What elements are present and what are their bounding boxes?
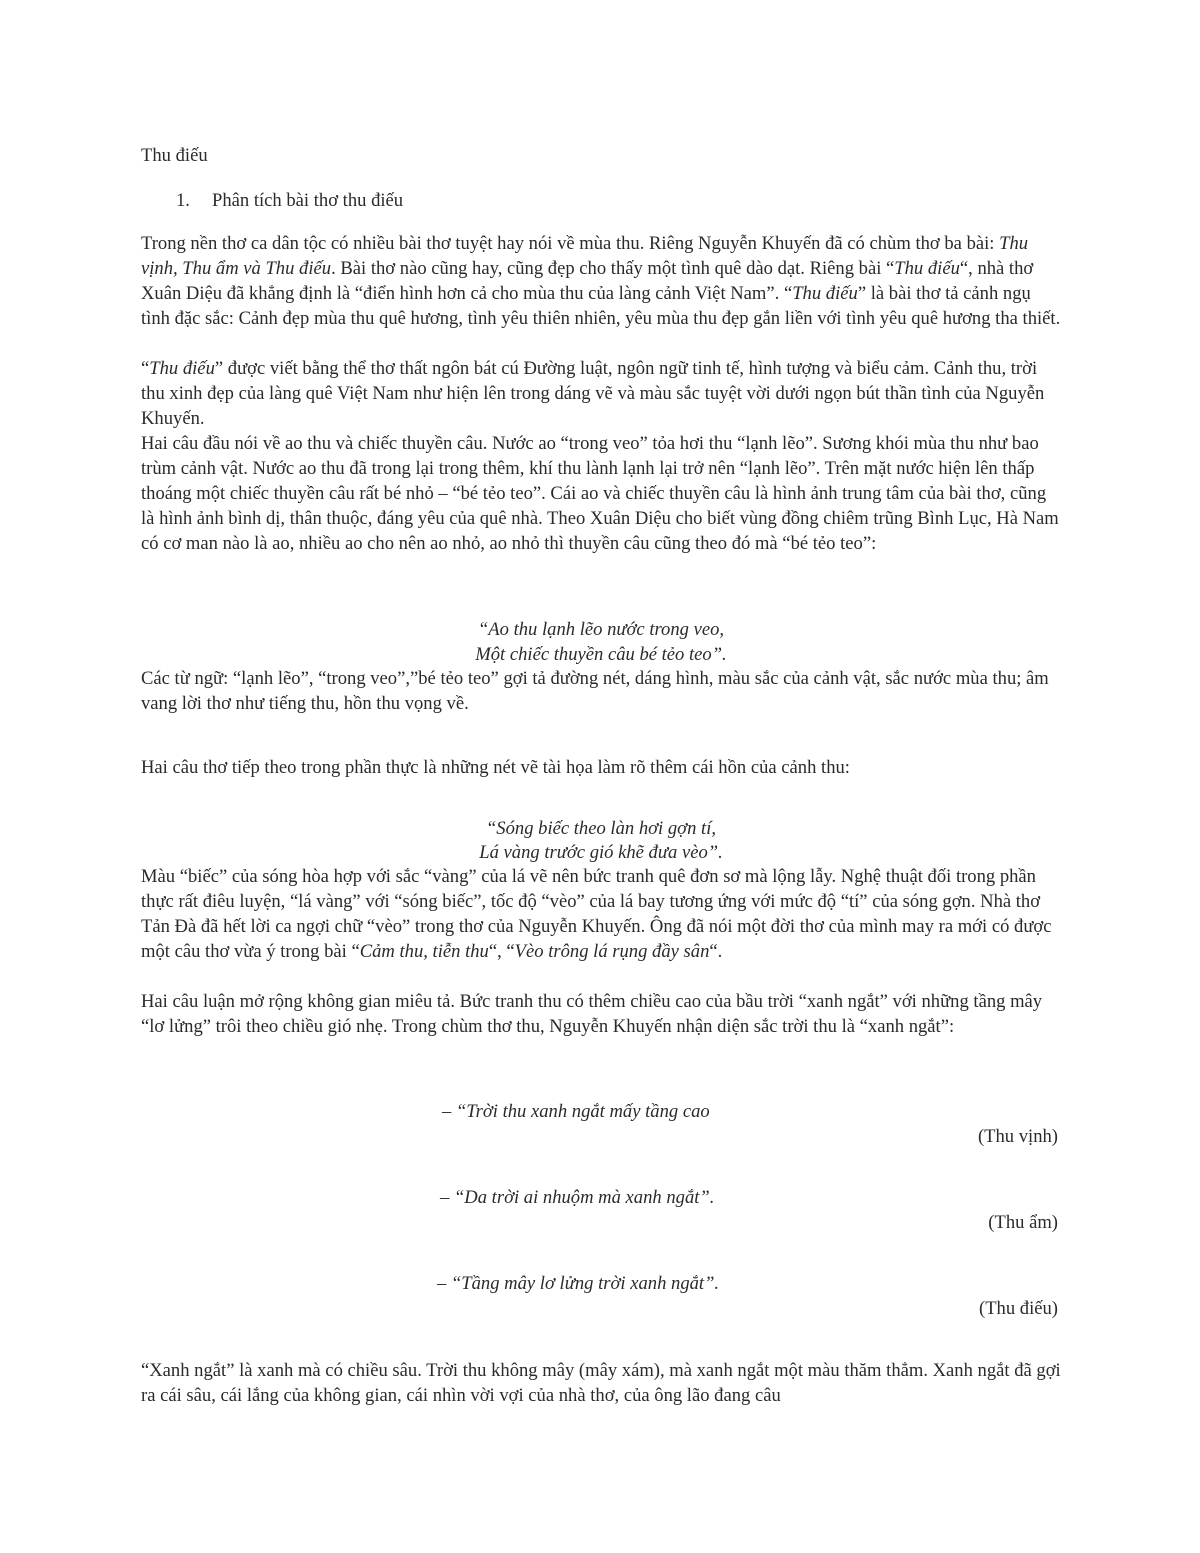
- para6-italic-b: Cảm thu, tiễn thu: [359, 941, 489, 962]
- poem-line: “Ao thu lạnh lẽo nước trong veo,: [477, 619, 725, 640]
- quote-source: (Thu vịnh): [977, 1126, 1058, 1147]
- quote-line: [437, 1271, 719, 1296]
- paragraph-words: Các từ ngữ: “lạnh lẽo”, “trong veo”,”bé tẻo teo” gợi tả đường nét, dáng hình, màu sắc của cảnh vật, sắc nước mùa thu; âm vang lời thơ như tiếng thu, hồn thu vọng về.: [141, 668, 1049, 714]
- para1-text-a: Trong nền thơ ca dân tộc có nhiều bài thơ tuyệt hay nói về mùa thu. Riêng Nguyễn Khuyến đã có chùm thơ ba bài:: [141, 233, 1000, 254]
- quote-dash: –: [440, 1187, 454, 1208]
- para1-text-c: . Bài thơ nào cũng hay, cũng đẹp cho thấy một tình quê dào dạt. Riêng bài “: [331, 258, 895, 279]
- quote-line: [440, 1185, 714, 1210]
- para2-text-a: “: [141, 358, 150, 379]
- para2-italic-b: Thu điếu: [149, 358, 215, 379]
- document-title: Thu điếu: [141, 145, 208, 166]
- quote-text: “Trời thu xanh ngắt mấy tầng cao: [455, 1101, 710, 1122]
- paragraph-colors: [141, 864, 1061, 964]
- quote-text: “Tầng mây lơ lửng trời xanh ngắt”.: [450, 1273, 720, 1294]
- para6-text-a: Màu “biếc” của sóng hòa hợp với sắc “vàng” của lá vẽ nên bức tranh quê đơn sơ mà lộng lẫy. Nghệ thuật đối trong phần thực rất điêu luyện, “lá vàng” với “sóng biếc”, tốc độ “vèo” của lá bay tương ứng với mức độ “tí” của sóng gợn. Nhà thơ Tản Đà đã hết lời ca ngợi chữ “vèo” trong thơ của Nguyễn Khuyến. Ông đã nói một đời thơ của mình may ra mới có được một câu thơ vừa ý trong bài “: [141, 866, 1052, 962]
- quote-text: “Da trời ai nhuộm mà xanh ngắt”.: [453, 1187, 715, 1208]
- para6-text-e: “.: [709, 941, 723, 962]
- quote-source: (Thu điếu): [979, 1298, 1058, 1319]
- quote-dash: –: [437, 1273, 451, 1294]
- para2-text-c: ” được viết bằng thể thơ thất ngôn bát cú Đường luật, ngôn ngữ tinh tế, hình tượng và biểu cảm. Cảnh thu, trời thu xinh đẹp của làng quê Việt Nam như hiện lên trong dáng vẽ và màu sắc tuyệt vời dưới ngọn bút thần tình của Nguyễn Khuyến.: [141, 358, 1045, 429]
- paragraph-second-couplet: Hai câu thơ tiếp theo trong phần thực là những nét vẽ tài họa làm rõ thêm cái hồn của cảnh thu:: [141, 757, 850, 778]
- paragraph-xanh-ngat: “Xanh ngắt” là xanh mà có chiều sâu. Trời thu không mây (mây xám), mà xanh ngắt một màu thăm thẳm. Xanh ngắt đã gợi ra cái sâu, cái lắng của không gian, cái nhìn vời vợi của nhà thơ, của ông lão đang câu: [141, 1360, 1061, 1406]
- paragraph-form: [141, 356, 1061, 431]
- heading-text: Phân tích bài thơ thu điếu: [212, 190, 404, 211]
- paragraph-intro: [141, 231, 1061, 331]
- quote-source: (Thu ẩm): [988, 1212, 1058, 1233]
- quote-dash: –: [442, 1101, 456, 1122]
- paragraph-sky: Hai câu luận mở rộng không gian miêu tả. Bức tranh thu có thêm chiều cao của bầu trời “xanh ngắt” với những tầng mây “lơ lửng” trôi theo chiều gió nhẹ. Trong chùm thơ thu, Nguyễn Khuyến nhận diện sắc trời thu là “xanh ngắt”:: [141, 991, 1043, 1037]
- poem-line: Một chiếc thuyền câu bé tẻo teo”.: [475, 644, 727, 665]
- para6-text-c: “, “: [488, 941, 515, 962]
- para1-italic-f: Thu điếu: [792, 283, 858, 304]
- para1-text-g: ” là bài thơ tả cảnh ngụ tình đặc sắc: Cảnh đẹp mùa thu quê hương, tình yêu thiên nhiên, yêu mùa thu đẹp gắn liền với tình yêu quê hương tha thiết.: [141, 283, 1061, 329]
- quote-line: [442, 1099, 710, 1124]
- paragraph-first-couplet: Hai câu đầu nói về ao thu và chiếc thuyền câu. Nước ao “trong veo” tỏa hơi thu “lạnh lẽo”. Sương khói mùa thu như bao trùm cảnh vật. Nước ao thu đã trong lại trong thêm, khí thu lành lạnh lại trở nên “lạnh lẽo”. Trên mặt nước hiện lên thấp thoáng một chiếc thuyền câu rất bé nhỏ – “bé tẻo teo”. Cái ao và chiếc thuyền câu là hình ảnh trung tâm của bài thơ, cũng là hình ảnh bình dị, thân thuộc, đáng yêu của quê nhà. Theo Xuân Diệu cho biết vùng đồng chiêm trũng Bình Lục, Hà Nam có cơ man nào là ao, nhiều ao cho nên ao nhỏ, ao nhỏ thì thuyền câu cũng theo đó mà “bé tẻo teo”:: [141, 433, 1059, 554]
- poem-line: Lá vàng trước gió khẽ đưa vèo”.: [479, 842, 723, 863]
- para6-italic-d: Vèo trông lá rụng đầy sân: [514, 941, 710, 962]
- poem-line: “Sóng biếc theo làn hơi gợn tí,: [485, 818, 717, 839]
- heading-number: 1.: [176, 190, 190, 211]
- para1-text-e: “, nhà thơ Xuân Diệu đã khẳng định là “điển hình hơn cả cho mùa thu của làng cảnh Việt Nam”. “: [141, 258, 1034, 304]
- para1-italic-d: Thu điếu: [894, 258, 960, 279]
- para1-italic-b: Thu vịnh, Thu ẩm và Thu điếu: [141, 233, 1029, 279]
